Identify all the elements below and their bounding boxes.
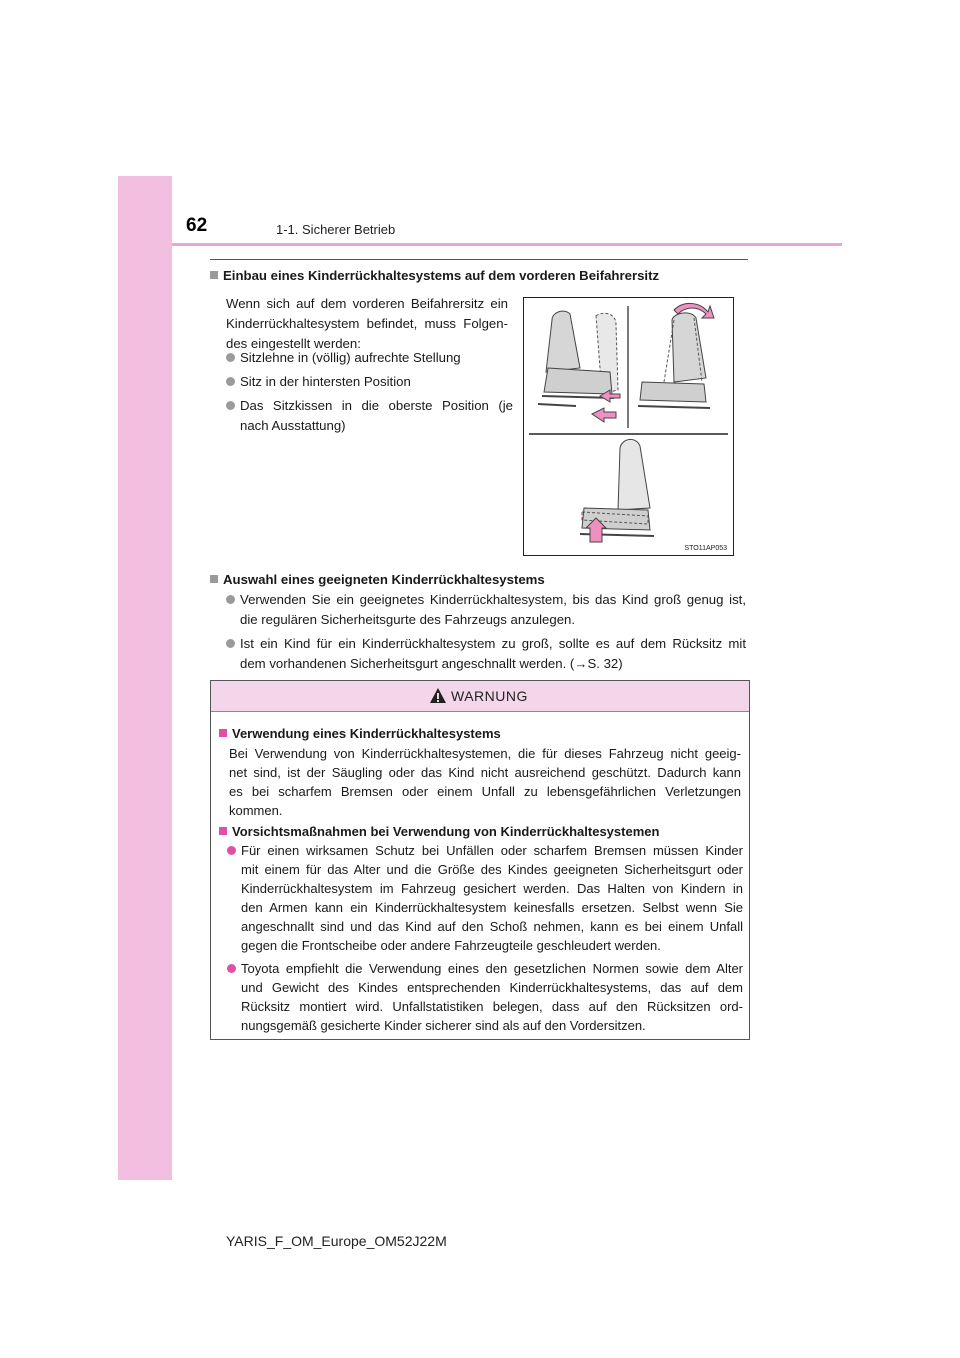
front-seat-bullet-3-line-2: nach Ausstattung) <box>240 418 346 433</box>
round-bullet-icon <box>226 377 235 386</box>
warning-bullet-2-line-2: und Gewicht des Kindes entsprechenden Kinderrückhaltesystems, das auf dem <box>241 980 743 995</box>
document-id-footer: YARIS_F_OM_Europe_OM52J22M <box>226 1233 447 1249</box>
warning-section-1-line-2: net sind, ist der Säugling oder das Kind nicht ausreichend geschützt. Dadurch kann <box>229 765 741 780</box>
round-bullet-icon <box>227 846 236 855</box>
seat-adjustment-illustration <box>523 297 734 556</box>
seat-illustration-svg <box>524 298 733 555</box>
selection-bullet-1-line-2: die regulären Sicherheitsgurte des Fahrzeugs anzulegen. <box>240 612 576 627</box>
chapter-sidebar-tab <box>118 176 172 1180</box>
warning-bullet-1-line-3: Kinderrückhaltesystem im Fahrzeug gesichert werden. Das Halten von Kindern in <box>241 881 743 896</box>
warning-title: WARNUNG <box>451 688 528 704</box>
selection-bullet-2-line-1: Ist ein Kind für ein Kinderrückhaltesystem zu groß, sollte es auf dem Rücksitz mit <box>226 634 746 654</box>
warning-bullet-1-line-4: den Armen kann ein Kinderrückhaltesystem keinesfalls ersetzen. Selbst wenn Sie <box>241 900 743 915</box>
warning-section-2-heading: Vorsichtsmaßnahmen bei Verwendung von Kinderrückhaltesystemen <box>219 822 659 841</box>
figure-code: STO11AP053 <box>684 545 727 552</box>
warning-bullet-1-line-2: mit einem für das Alter und die Größe des Kindes geeigneten Sicherheitsgurt oder <box>241 862 743 877</box>
front-seat-heading: Einbau eines Kinderrückhaltesystems auf dem vorderen Beifahrersitz <box>210 266 659 286</box>
warning-bullet-1-line-1: Für einen wirksamen Schutz bei Unfällen oder scharfem Bremsen müssen Kinder <box>227 841 743 860</box>
warning-bullet-2-line-1: Toyota empfiehlt die Verwendung eines den gesetzlichen Normen sowie dem Alter <box>227 959 743 978</box>
seat-rearmost-panel <box>538 311 620 422</box>
warning-bullet-2-line-4: nungsgemäß gesicherte Kinder sicherer sind als auf den Vordersitzen. <box>241 1018 646 1033</box>
page-number: 62 <box>186 215 208 236</box>
cushion-raise-panel <box>580 439 654 542</box>
front-seat-intro-line-2: Kinderrückhaltesystem befindet, muss Folgen- <box>226 316 508 331</box>
selection-heading: Auswahl eines geeigneten Kinderrückhaltesystems <box>210 570 545 590</box>
selection-bullet-1-line-1: Verwenden Sie ein geeignetes Kinderrückhaltesystem, bis das Kind groß genug ist, <box>226 590 746 610</box>
section-title: 1-1. Sicherer Betrieb <box>276 222 396 237</box>
warning-section-1-line-1: Bei Verwendung von Kinderrückhaltesystemen, die für dieses Fahrzeug nicht geeig- <box>229 746 741 761</box>
front-seat-bullet-1: Sitzlehne in (völlig) aufrechte Stellung <box>226 348 461 368</box>
warning-bullet-2-line-3: Rücksitz montiert wird. Unfallstatistiken belegen, dass auf den Rücksitzen ord- <box>241 999 743 1014</box>
round-bullet-icon <box>226 401 235 410</box>
square-bullet-icon <box>210 271 218 279</box>
header-rule <box>172 243 842 246</box>
square-bullet-icon <box>210 575 218 583</box>
round-bullet-icon <box>226 595 235 604</box>
warning-triangle-icon <box>429 687 447 704</box>
selection-bullet-2-line-2: dem vorhandenen Sicherheitsgurt angeschnallt werden. (→S. 32) <box>240 656 623 671</box>
warning-bullet-1-line-5: angeschnallt sind und das Kind auf den Schoß nehmen, kann es bei einem Unfall <box>241 919 743 934</box>
warning-section-1-line-3: es bei scharfem Bremsen oder einem Unfall zu lebensgefährlichen Verletzungen <box>229 784 741 799</box>
front-seat-intro-line-1: Wenn sich auf dem vorderen Beifahrersitz ein <box>226 296 508 311</box>
front-seat-bullet-2: Sitz in der hintersten Position <box>226 372 411 392</box>
round-bullet-icon <box>226 639 235 648</box>
square-bullet-icon <box>219 729 227 737</box>
square-bullet-icon <box>219 827 227 835</box>
subsection-rule <box>210 259 748 260</box>
front-seat-bullet-3-line-1: Das Sitzkissen in die oberste Position (je <box>226 396 513 416</box>
round-bullet-icon <box>227 964 236 973</box>
warning-section-1-line-4: kommen. <box>229 803 283 818</box>
warning-box <box>210 680 750 1040</box>
front-seat-intro-line-3: des eingestellt werden: <box>226 336 361 351</box>
backrest-upright-panel <box>638 303 714 408</box>
round-bullet-icon <box>226 353 235 362</box>
warning-bullet-1-line-6: gegen die Frontscheibe oder andere Fahrzeugteile geschleudert werden. <box>241 938 661 953</box>
warning-header <box>211 681 749 712</box>
warning-section-1-heading: Verwendung eines Kinderrückhaltesystems <box>219 724 501 743</box>
